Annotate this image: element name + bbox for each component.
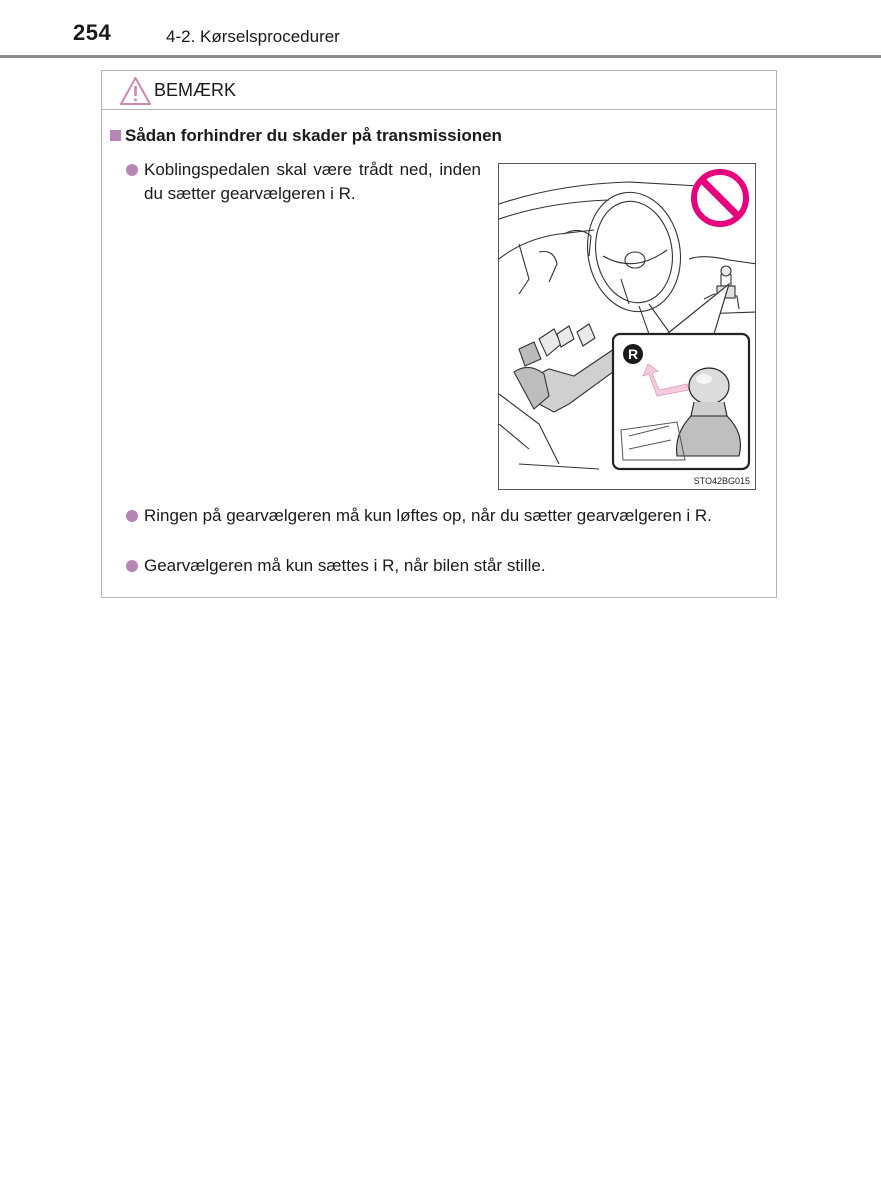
svg-text:R: R: [627, 346, 639, 362]
bullet-dot-icon: [126, 560, 138, 572]
gearshift-illustration: [499, 164, 756, 490]
notice-header: [102, 71, 776, 110]
gear-r-badge-icon: [623, 344, 643, 364]
bullet-item: [126, 504, 772, 528]
no-entry-icon: [694, 172, 746, 224]
square-bullet-icon: [110, 130, 121, 141]
section-title: 4-2. Kørselsprocedurer: [166, 27, 340, 46]
bullet-dot-icon: [126, 510, 138, 522]
bullet-dot-icon: [126, 164, 138, 176]
bullet-text: Gearvælgeren må kun sættes i R, når bilen står stille.: [144, 556, 546, 575]
warning-icon: [119, 76, 152, 106]
notice-label: BEMÆRK: [154, 80, 237, 100]
bullet-text: Ringen på gearvælgeren må kun løftes op, når du sætter gearvælgeren i R.: [144, 506, 712, 525]
page-number: 254: [73, 20, 112, 45]
bullet-text: Koblingspedalen skal være trådt ned, inden du sætter gearvælgeren i R.: [144, 160, 481, 203]
illustration-figure: [498, 163, 756, 490]
notice-subheading: Sådan forhindrer du skader på transmissionen: [110, 126, 502, 146]
figure-code: STO42BG015: [693, 476, 750, 486]
header-divider: [0, 55, 881, 58]
bullet-item: [126, 554, 772, 578]
notice-box: [101, 70, 777, 598]
bullet-item: [126, 158, 481, 206]
